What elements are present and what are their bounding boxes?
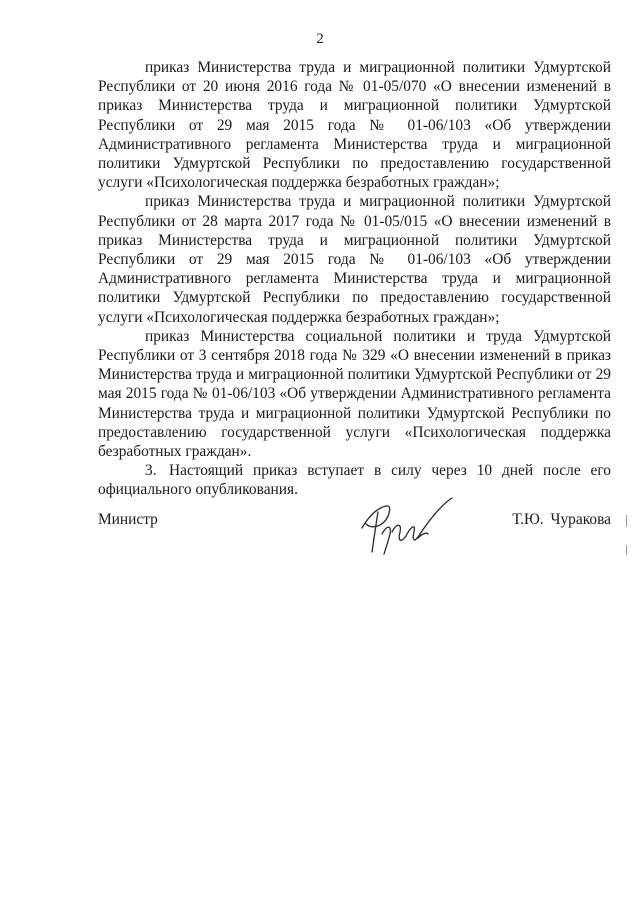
scan-artifact (626, 515, 627, 527)
paragraph-item-3 (98, 461, 611, 499)
handwritten-signature-icon (356, 494, 456, 560)
paragraph-order-2016 (98, 58, 611, 192)
paragraph-text: приказ Министерства труда и миграционной политики Удмуртской Республики от 28 марта 2017 года № 01-05/015 «О внесении изменений в приказ Министерства труда и миграционной политики Удмуртской Республики от 29 мая 2015 года № 01-06/103 «Об утверждении Административного регламента Министерства труда и миграционной политики Удмуртской Республики по предоставлению государственной услуги «Психологическая поддержка безработных граждан»; (98, 193, 611, 326)
document-body (98, 58, 611, 500)
signature-block (98, 500, 611, 570)
signatory-title: Министр (98, 511, 158, 528)
paragraph-text: Настоящий приказ вступает в силу через 10 дней после его официального опубликования. (98, 462, 611, 499)
page-number: 2 (316, 31, 324, 47)
paragraph-order-2017 (98, 192, 611, 326)
signatory-name: Т.Ю. Чуракова (512, 511, 611, 528)
paragraph-text: приказ Министерства труда и миграционной политики Удмуртской Республики от 20 июня 2016 года № 01-05/070 «О внесении изменений в приказ Министерства труда и миграционной политики Удмуртской Республики от 29 мая 2015 года № 01-06/103 «Об утверждении Административного регламента Министерства труда и миграционной политики Удмуртской Республики по предоставлению государственной услуги «Психологическая поддержка безработных граждан»; (98, 59, 611, 192)
scan-artifact (626, 545, 627, 555)
paragraph-text: приказ Министерства социальной политики и труда Удмуртской Республики от 3 сентября 2018 года № 329 «О внесении изменений в приказ Министерства труда и миграционной политики Удмуртской Республики от 29 мая 2015 года № 01-06/103 «Об утверждении Административного регламента Министерства труда и миграционной политики Удмуртской Республики по предоставлению государственной услуги «Психологическая поддержка безработных граждан». (98, 327, 611, 461)
paragraph-order-2018 (98, 327, 611, 461)
paragraph-number: 3. (145, 462, 157, 480)
